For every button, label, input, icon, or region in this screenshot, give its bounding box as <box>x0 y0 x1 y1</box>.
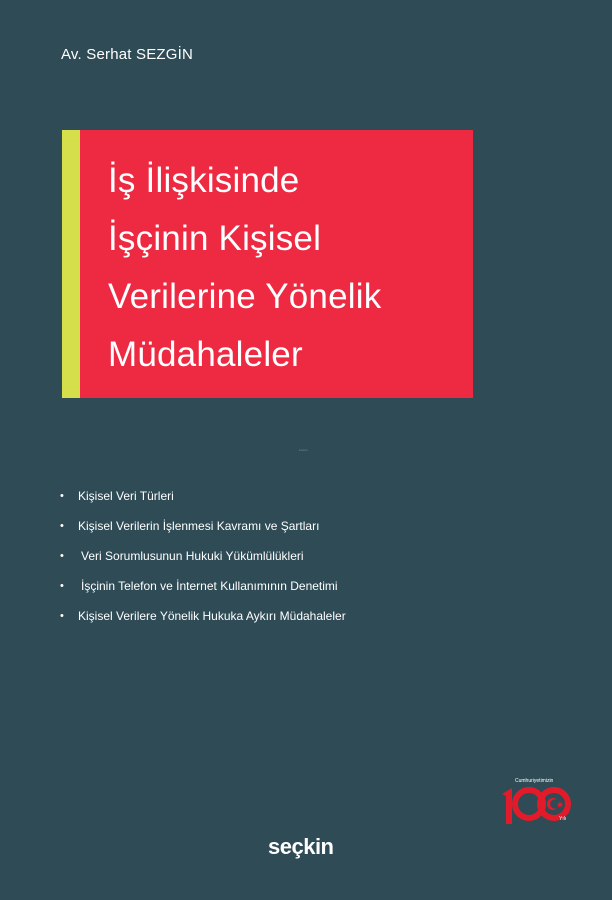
list-item-text: Kişisel Verilerin İşlenmesi Kavramı ve Şartları <box>78 519 320 533</box>
republic-100-logo <box>498 778 576 828</box>
logo-year-label: Yılı <box>559 816 567 822</box>
bullet-icon: • <box>60 490 64 502</box>
book-title <box>108 152 381 384</box>
list-item-text: Kişisel Veri Türleri <box>78 489 174 503</box>
title-block <box>62 130 473 398</box>
bullet-icon: • <box>60 520 64 532</box>
title-line: İşçinin Kişisel <box>108 219 322 258</box>
bullet-icon: • <box>60 610 64 622</box>
list-item-text: Veri Sorumlusunun Hukuki Yükümlülükleri <box>81 549 304 563</box>
bullet-icon: • <box>60 550 64 562</box>
title-line: Müdahaleler <box>108 335 303 374</box>
author-name: Av. Serhat SEZGİN <box>61 46 194 63</box>
title-accent-bar <box>62 130 80 398</box>
bullet-icon: • <box>60 580 64 592</box>
logo-caption: Cumhuriyetimizin <box>515 778 554 784</box>
list-item-text: Kişisel Verilere Yönelik Hukuka Aykırı Müdahaleler <box>78 609 346 623</box>
publisher-logo: seçkin <box>268 834 334 859</box>
list-item-text: İşçinin Telefon ve İnternet Kullanımının Denetimi <box>81 579 338 593</box>
title-line: İş İlişkisinde <box>108 161 300 200</box>
title-line: Verilerine Yönelik <box>108 277 382 316</box>
tiny-mark: Lorem <box>299 448 308 452</box>
